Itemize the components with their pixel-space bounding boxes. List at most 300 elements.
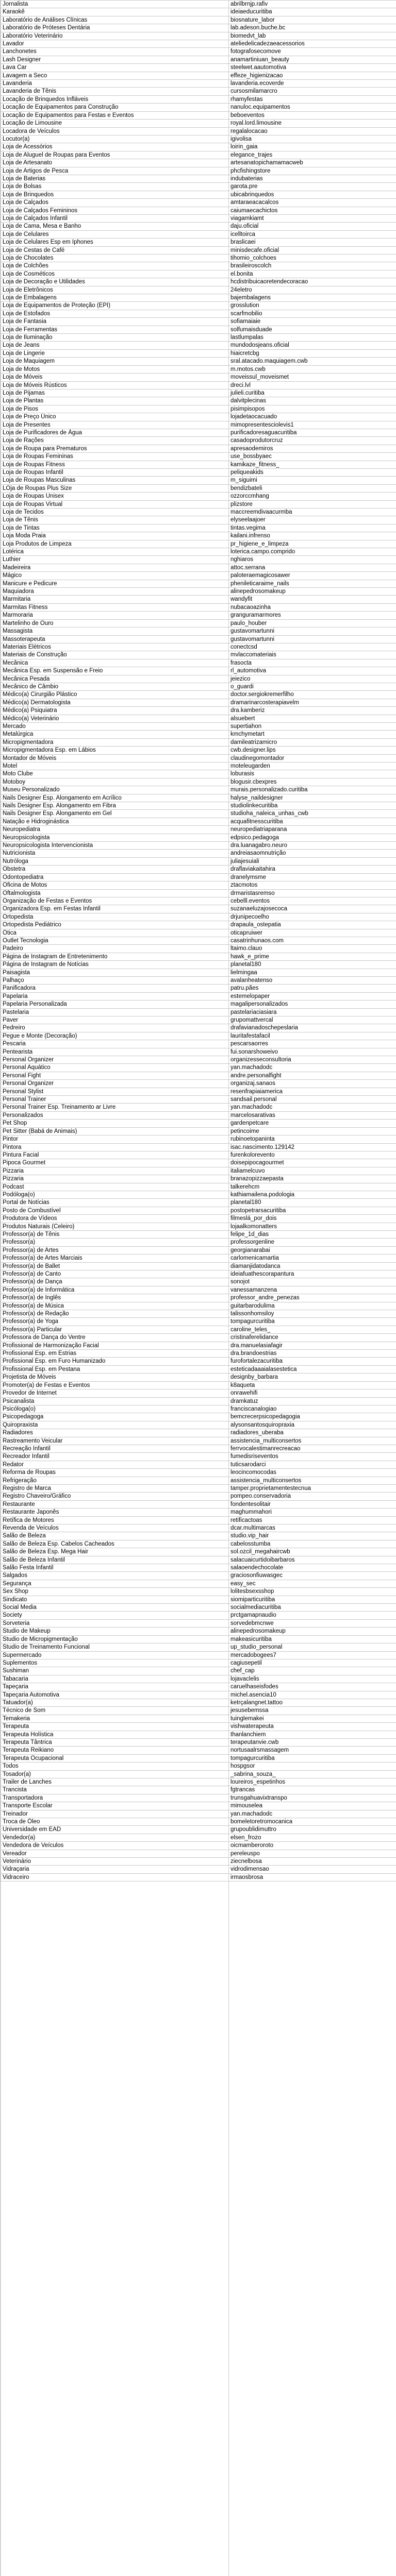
category-cell[interactable]: Locação de Equipamentos para Construção xyxy=(1,104,229,111)
category-cell[interactable]: Locação de Brinquedos Infláveis xyxy=(1,95,229,103)
category-cell[interactable]: Loja de Roupa para Prematuros xyxy=(1,445,229,452)
handle-cell[interactable]: artesanatopichamamacweb xyxy=(229,159,396,167)
handle-cell[interactable]: dra.brandoestrias xyxy=(229,1350,396,1358)
category-cell[interactable]: Motoboy xyxy=(1,778,229,786)
category-cell[interactable]: Paisagista xyxy=(1,969,229,976)
handle-cell[interactable]: tuinglemakei xyxy=(229,1715,396,1722)
handle-cell[interactable]: easy_sec xyxy=(229,1580,396,1587)
handle-cell[interactable]: rl_automotiva xyxy=(229,667,396,675)
category-cell[interactable]: Loja de Cestas de Café xyxy=(1,246,229,254)
handle-cell[interactable]: thanlanchiem xyxy=(229,1731,396,1738)
handle-cell[interactable]: drapaula_ostepatia xyxy=(229,921,396,929)
category-cell[interactable]: Organizadora Esp. em Festas Infantil xyxy=(1,905,229,913)
handle-cell[interactable]: ztacmotos xyxy=(229,882,396,889)
handle-cell[interactable]: steelwet.aautomotiva xyxy=(229,64,396,72)
handle-cell[interactable]: loureiros_espetinhos xyxy=(229,1778,396,1786)
handle-cell[interactable]: pisimpisopos xyxy=(229,405,396,413)
handle-cell[interactable]: patru.pães xyxy=(229,985,396,992)
handle-cell[interactable]: lielmingaa xyxy=(229,969,396,976)
handle-cell[interactable]: avalanheatenso xyxy=(229,976,396,984)
category-cell[interactable]: Sex Shop xyxy=(1,1588,229,1596)
handle-cell[interactable]: el.bonita xyxy=(229,270,396,278)
handle-cell[interactable]: sorvedebmcnwe xyxy=(229,1619,396,1627)
category-cell[interactable]: Professor(a) xyxy=(1,1239,229,1246)
handle-cell[interactable]: filmeslá_por_dois xyxy=(229,1215,396,1223)
category-cell[interactable]: Loja de Calçados xyxy=(1,199,229,207)
category-cell[interactable]: Supermercado xyxy=(1,1651,229,1659)
category-cell[interactable]: Posto de Combustível xyxy=(1,1207,229,1214)
handle-cell[interactable]: bendizbateli xyxy=(229,484,396,492)
handle-cell[interactable]: mundodosjeans.oficial xyxy=(229,342,396,349)
handle-cell[interactable]: frasocta xyxy=(229,659,396,667)
handle-cell[interactable]: dreci.lvl xyxy=(229,381,396,389)
category-cell[interactable]: Profissional Esp. em Pestana xyxy=(1,1365,229,1373)
category-cell[interactable]: Portal de Notícias xyxy=(1,1199,229,1207)
category-cell[interactable]: Loja de Celulares xyxy=(1,230,229,238)
category-cell[interactable]: Loja de Iluminação xyxy=(1,334,229,342)
category-cell[interactable]: Maquiadora xyxy=(1,588,229,596)
handle-cell[interactable]: nghiaros xyxy=(229,556,396,564)
category-cell[interactable]: Professora de Dança do Ventre xyxy=(1,1334,229,1342)
category-cell[interactable]: Lavanderia de Tênis xyxy=(1,88,229,95)
handle-cell[interactable]: grupomattvercal xyxy=(229,1016,396,1024)
category-cell[interactable]: Karaokê xyxy=(1,8,229,16)
category-cell[interactable]: Loja de Artigos de Pesca xyxy=(1,167,229,175)
category-cell[interactable]: Profissional Esp. em Estrias xyxy=(1,1350,229,1358)
handle-cell[interactable]: casadoprodutorcruz xyxy=(229,437,396,445)
category-cell[interactable]: Massoterapeuta xyxy=(1,635,229,643)
category-cell[interactable]: Social Media xyxy=(1,1604,229,1612)
category-cell[interactable]: Técnico de Som xyxy=(1,1707,229,1715)
handle-cell[interactable]: claudinegomontador xyxy=(229,754,396,762)
handle-cell[interactable]: damileatrizamicro xyxy=(229,738,396,746)
category-cell[interactable]: LOja de Roupas Plus Size xyxy=(1,484,229,492)
category-cell[interactable]: Professor(a) de Canto xyxy=(1,1270,229,1278)
handle-cell[interactable]: juliajesuiali xyxy=(229,857,396,865)
category-cell[interactable]: Pescaria xyxy=(1,1040,229,1048)
category-cell[interactable]: Loja de Ferramentas xyxy=(1,326,229,333)
category-cell[interactable]: Sorveteria xyxy=(1,1619,229,1627)
handle-cell[interactable]: acquafitnesscuritiba xyxy=(229,818,396,825)
category-cell[interactable]: Psicopedagoga xyxy=(1,1413,229,1421)
handle-cell[interactable]: lauritafestafacil xyxy=(229,1032,396,1040)
handle-cell[interactable]: irmaosbrosa xyxy=(229,1873,396,1881)
handle-cell[interactable]: magalipersonalizados xyxy=(229,1001,396,1008)
handle-cell[interactable]: granguramarmores xyxy=(229,612,396,619)
handle-cell[interactable]: lojavaclelis xyxy=(229,1675,396,1683)
category-cell[interactable]: Loja de Roupas Virtual xyxy=(1,500,229,508)
category-cell[interactable]: Professor(a) de Ballet xyxy=(1,1262,229,1270)
category-cell[interactable]: Studio de Makeup xyxy=(1,1628,229,1635)
category-cell[interactable]: Massagista xyxy=(1,628,229,635)
handle-cell[interactable]: ozzorccmhang xyxy=(229,493,396,500)
category-cell[interactable]: Pintor xyxy=(1,1136,229,1143)
category-cell[interactable]: Lash Designer xyxy=(1,56,229,63)
category-cell[interactable]: Retífica de Motores xyxy=(1,1516,229,1524)
category-cell[interactable]: Motel xyxy=(1,762,229,770)
category-cell[interactable]: Loja de Colchões xyxy=(1,262,229,270)
category-cell[interactable]: Vendedor(a) xyxy=(1,1834,229,1841)
handle-cell[interactable]: maccreemdivaacurmba xyxy=(229,509,396,516)
handle-cell[interactable]: hiaicretcbg xyxy=(229,349,396,357)
category-cell[interactable]: Loja de Móveis xyxy=(1,374,229,381)
handle-cell[interactable]: julieli.curitiba xyxy=(229,389,396,397)
handle-cell[interactable]: regalalocacao xyxy=(229,127,396,135)
handle-cell[interactable]: daju.oficial xyxy=(229,223,396,230)
handle-cell[interactable]: yan.machadodc xyxy=(229,1810,396,1818)
handle-cell[interactable]: michel.asencia10 xyxy=(229,1691,396,1699)
handle-cell[interactable]: pereleuspo xyxy=(229,1850,396,1857)
category-cell[interactable]: Loja de Embalagens xyxy=(1,294,229,302)
category-cell[interactable]: Mecânica Pesada xyxy=(1,675,229,683)
handle-cell[interactable]: vanessamanzena xyxy=(229,1286,396,1294)
handle-cell[interactable]: postopetrarsacuritiba xyxy=(229,1207,396,1214)
category-cell[interactable]: Loja de Cosméticos xyxy=(1,270,229,278)
handle-cell[interactable]: dramarinarcosterapiavelm xyxy=(229,699,396,706)
handle-cell[interactable]: professorgenline xyxy=(229,1239,396,1246)
category-cell[interactable]: Página de Instagram de Notícias xyxy=(1,961,229,969)
handle-cell[interactable]: dranelymsme xyxy=(229,873,396,881)
handle-cell[interactable]: minisdecafe.oficial xyxy=(229,246,396,254)
handle-cell[interactable]: braslicaei xyxy=(229,239,396,246)
handle-cell[interactable]: chef_cap xyxy=(229,1667,396,1675)
category-cell[interactable]: Terapeuta Holística xyxy=(1,1731,229,1738)
handle-cell[interactable]: halyse_naildesigner xyxy=(229,794,396,802)
category-cell[interactable]: Nutricionista xyxy=(1,850,229,857)
handle-cell[interactable]: cristinaferelidance xyxy=(229,1334,396,1342)
category-cell[interactable]: Produtos Naturais (Celeiro) xyxy=(1,1223,229,1230)
category-cell[interactable]: Pet Sitter (Babá de Animais) xyxy=(1,1127,229,1135)
handle-cell[interactable]: rubinoetopaninta xyxy=(229,1136,396,1143)
category-cell[interactable]: Tabacaria xyxy=(1,1675,229,1683)
handle-cell[interactable]: solfumaisduade xyxy=(229,326,396,333)
category-cell[interactable]: Médico(a) Psiquiatra xyxy=(1,707,229,715)
handle-cell[interactable]: gustavomartunni xyxy=(229,635,396,643)
handle-cell[interactable]: drafavianadoschepeslaria xyxy=(229,1024,396,1032)
category-cell[interactable]: Radiadores xyxy=(1,1429,229,1437)
handle-cell[interactable]: assistencia_multiconsertos xyxy=(229,1437,396,1445)
category-cell[interactable]: Pintora xyxy=(1,1143,229,1151)
category-cell[interactable]: Personal Aquático xyxy=(1,1064,229,1072)
category-cell[interactable]: Restaurante xyxy=(1,1500,229,1508)
handle-cell[interactable]: dalvitplecinas xyxy=(229,397,396,405)
category-cell[interactable]: Pet Shop xyxy=(1,1120,229,1127)
handle-cell[interactable]: pompeo.conservadoria xyxy=(229,1493,396,1500)
category-cell[interactable]: Loja de Eletrônicos xyxy=(1,286,229,294)
category-cell[interactable]: Trailer de Lanches xyxy=(1,1778,229,1786)
handle-cell[interactable]: phcfishingstore xyxy=(229,167,396,175)
handle-cell[interactable]: caroline_teles_ xyxy=(229,1326,396,1333)
handle-cell[interactable]: felipe_1d_dias xyxy=(229,1230,396,1238)
handle-cell[interactable]: tuticsarodarci xyxy=(229,1461,396,1468)
handle-cell[interactable]: peliqueakids xyxy=(229,468,396,476)
handle-cell[interactable]: indubaterias xyxy=(229,175,396,182)
handle-cell[interactable]: retificactoas xyxy=(229,1516,396,1524)
handle-cell[interactable]: graciosonfiuwasgec xyxy=(229,1572,396,1580)
category-cell[interactable]: Loja Produtos de Limpeza xyxy=(1,540,229,548)
category-cell[interactable]: Micropigmentadora Esp. em Lábios xyxy=(1,747,229,754)
category-cell[interactable]: Pipoca Gourmet xyxy=(1,1159,229,1167)
category-cell[interactable]: Loja de Lingerie xyxy=(1,349,229,357)
handle-cell[interactable]: beboeventos xyxy=(229,111,396,119)
handle-cell[interactable]: drmaristasremso xyxy=(229,889,396,897)
handle-cell[interactable]: studiolinkecuritiba xyxy=(229,802,396,810)
category-cell[interactable]: Mágico xyxy=(1,572,229,580)
handle-cell[interactable]: murais.personalizado.curitiba xyxy=(229,786,396,794)
handle-cell[interactable]: cebelll.eventos xyxy=(229,897,396,905)
category-cell[interactable]: Professor(a) de Informática xyxy=(1,1286,229,1294)
handle-cell[interactable]: kamikaze_fitness_ xyxy=(229,461,396,468)
category-cell[interactable]: Martelinho de Ouro xyxy=(1,619,229,627)
handle-cell[interactable]: alinepedrosomakeup xyxy=(229,1628,396,1635)
category-cell[interactable]: Personalizados xyxy=(1,1111,229,1119)
category-cell[interactable]: Terapeuta Tântrica xyxy=(1,1738,229,1746)
category-cell[interactable]: Loja de Rações xyxy=(1,437,229,445)
category-cell[interactable]: Ortopedista xyxy=(1,913,229,921)
category-cell[interactable]: Recreação Infantil xyxy=(1,1445,229,1452)
handle-cell[interactable]: professor_andre_penezas xyxy=(229,1294,396,1302)
category-cell[interactable]: Veterinário xyxy=(1,1858,229,1866)
category-cell[interactable]: Luthier xyxy=(1,556,229,564)
handle-cell[interactable]: lojaalkomonatters xyxy=(229,1223,396,1230)
category-cell[interactable]: Marmoraria xyxy=(1,612,229,619)
handle-cell[interactable]: talkerehcm xyxy=(229,1183,396,1191)
handle-cell[interactable]: talissonhomsiloy xyxy=(229,1310,396,1318)
handle-cell[interactable]: trunsgahuavixtranspo xyxy=(229,1794,396,1802)
handle-cell[interactable]: cursosmilamarcro xyxy=(229,88,396,95)
category-cell[interactable]: Tosador(a) xyxy=(1,1770,229,1778)
handle-cell[interactable]: cwb.designer.lips xyxy=(229,747,396,754)
handle-cell[interactable]: viagamkiamt xyxy=(229,214,396,222)
category-cell[interactable]: Restaurante Japonês xyxy=(1,1509,229,1516)
handle-cell[interactable]: lastlumpalas xyxy=(229,334,396,342)
category-cell[interactable]: Psicóloga(o) xyxy=(1,1405,229,1413)
handle-cell[interactable]: caruelhaseisfodes xyxy=(229,1683,396,1691)
category-cell[interactable]: Reforma de Roupas xyxy=(1,1469,229,1477)
category-cell[interactable]: Revenda de Veículos xyxy=(1,1524,229,1532)
handle-cell[interactable]: vishwaterapeuta xyxy=(229,1723,396,1731)
category-cell[interactable]: Profissional Esp. em Furo Humanizado xyxy=(1,1358,229,1365)
handle-cell[interactable]: tompagurcuritiba xyxy=(229,1318,396,1326)
category-cell[interactable]: Professor(a) de Dança xyxy=(1,1278,229,1286)
category-cell[interactable]: Loja de Tintas xyxy=(1,524,229,532)
category-cell[interactable]: Segurança xyxy=(1,1580,229,1587)
category-cell[interactable]: Pentearista xyxy=(1,1048,229,1056)
handle-cell[interactable]: ideiafuathescorapantura xyxy=(229,1270,396,1278)
category-cell[interactable]: Médico(a) Dermatologista xyxy=(1,699,229,706)
category-cell[interactable]: Loja de Jeans xyxy=(1,342,229,349)
category-cell[interactable]: Oftalmologista xyxy=(1,889,229,897)
handle-cell[interactable]: wandyfit xyxy=(229,596,396,603)
handle-cell[interactable]: alinepedrosomakeup xyxy=(229,588,396,596)
handle-cell[interactable]: dra.kamberiz xyxy=(229,707,396,715)
handle-cell[interactable]: sandsail.personal xyxy=(229,1096,396,1104)
handle-cell[interactable]: marcelosarativas xyxy=(229,1111,396,1119)
category-cell[interactable]: Recreador Infantil xyxy=(1,1453,229,1461)
category-cell[interactable]: Mercado xyxy=(1,722,229,730)
handle-cell[interactable]: supertiahon xyxy=(229,722,396,730)
handle-cell[interactable]: tompagurcuritiba xyxy=(229,1754,396,1762)
category-cell[interactable]: Vidraçaria xyxy=(1,1866,229,1873)
handle-cell[interactable]: petincoime xyxy=(229,1127,396,1135)
category-cell[interactable]: Provedor de Internet xyxy=(1,1389,229,1397)
handle-cell[interactable]: lab.adeson.buche.bc xyxy=(229,24,396,32)
category-cell[interactable]: Lavador xyxy=(1,40,229,48)
category-cell[interactable]: Loja de Artesanato xyxy=(1,159,229,167)
handle-cell[interactable]: carlomenicamartia xyxy=(229,1255,396,1262)
category-cell[interactable]: Professor(a) Particular xyxy=(1,1326,229,1333)
category-cell[interactable]: Suplementos xyxy=(1,1659,229,1667)
category-cell[interactable]: Obstetra xyxy=(1,866,229,873)
category-cell[interactable]: Loja de Móveis Rústicos xyxy=(1,381,229,389)
handle-cell[interactable]: anamartiniuan_beauty xyxy=(229,56,396,63)
category-cell[interactable]: Loja de Decoração e Utilidades xyxy=(1,278,229,286)
handle-cell[interactable]: m.motos.cwb xyxy=(229,365,396,373)
handle-cell[interactable]: dcar.multimarcas xyxy=(229,1524,396,1532)
handle-cell[interactable]: moteleugarden xyxy=(229,762,396,770)
category-cell[interactable]: Transportadora xyxy=(1,1794,229,1802)
category-cell[interactable]: Padeiro xyxy=(1,945,229,953)
handle-cell[interactable]: estemelopaper xyxy=(229,992,396,1000)
category-cell[interactable]: Jornalista xyxy=(1,1,229,8)
category-cell[interactable]: Psicanalista xyxy=(1,1397,229,1405)
category-cell[interactable]: Lotérica xyxy=(1,548,229,556)
category-cell[interactable]: Loja de Tecidos xyxy=(1,509,229,516)
handle-cell[interactable]: fui.sonarshoweivo xyxy=(229,1048,396,1056)
handle-cell[interactable]: sonojot xyxy=(229,1278,396,1286)
handle-cell[interactable]: elyseelaajoer xyxy=(229,516,396,524)
handle-cell[interactable]: casatrinhunaos.com xyxy=(229,937,396,944)
handle-cell[interactable]: diamanjidatodanca xyxy=(229,1262,396,1270)
handle-cell[interactable]: alysonsantosquiropraxia xyxy=(229,1421,396,1429)
category-cell[interactable]: Treinador xyxy=(1,1810,229,1818)
category-cell[interactable]: Marmitas Fitness xyxy=(1,603,229,611)
handle-cell[interactable]: hawk_e_prime xyxy=(229,953,396,960)
handle-cell[interactable]: doisepipocagourmet xyxy=(229,1159,396,1167)
handle-cell[interactable]: ideiaeducuritiba xyxy=(229,8,396,16)
handle-cell[interactable]: studio.vip_hair xyxy=(229,1532,396,1540)
category-cell[interactable]: Sindicato xyxy=(1,1596,229,1603)
handle-cell[interactable]: bomeletoretromocanica xyxy=(229,1818,396,1826)
handle-cell[interactable]: drjunipecoelho xyxy=(229,913,396,921)
category-cell[interactable]: Loja de Celulares Esp em Iphones xyxy=(1,239,229,246)
handle-cell[interactable]: tamper.proprietamentestecnua xyxy=(229,1484,396,1492)
category-cell[interactable]: Pintura Facial xyxy=(1,1151,229,1159)
category-cell[interactable]: Neuropsicologista Intervencionista xyxy=(1,842,229,850)
category-cell[interactable]: Podóloga(o) xyxy=(1,1191,229,1198)
handle-cell[interactable]: amtaraeacacalcos xyxy=(229,199,396,207)
category-cell[interactable]: Loja de Roupas Unisex xyxy=(1,493,229,500)
handle-cell[interactable]: moveissul_moveismet xyxy=(229,374,396,381)
handle-cell[interactable]: ferrvocalestimanrecreacao xyxy=(229,1445,396,1452)
category-cell[interactable]: Personal Trainer Esp. Treinamento ar Livre xyxy=(1,1104,229,1111)
handle-cell[interactable]: o_guardi xyxy=(229,683,396,690)
category-cell[interactable]: Loja de Fantasia xyxy=(1,318,229,326)
category-cell[interactable]: Professor(a) de Redação xyxy=(1,1310,229,1318)
handle-cell[interactable]: phenileticaraime_nails xyxy=(229,580,396,587)
handle-cell[interactable]: m_siguimi xyxy=(229,477,396,484)
category-cell[interactable]: Laboratório de Próteses Dentária xyxy=(1,24,229,32)
handle-cell[interactable]: tintas.vegima xyxy=(229,524,396,532)
category-cell[interactable]: Professor(a) de Tênis xyxy=(1,1230,229,1238)
category-cell[interactable]: Loja de Pijamas xyxy=(1,389,229,397)
category-cell[interactable]: Montador de Móveis xyxy=(1,754,229,762)
handle-cell[interactable]: yan.machadodc xyxy=(229,1064,396,1072)
category-cell[interactable]: Produtora de Vídeos xyxy=(1,1215,229,1223)
handle-cell[interactable]: grosslution xyxy=(229,302,396,310)
category-cell[interactable]: Mecânico de Câmbio xyxy=(1,683,229,690)
handle-cell[interactable]: onrawehifi xyxy=(229,1389,396,1397)
category-cell[interactable]: Loja de Maquiagem xyxy=(1,358,229,365)
handle-cell[interactable]: ziecnelbosa xyxy=(229,1858,396,1866)
category-cell[interactable]: Promoter(a) de Festas e Eventos xyxy=(1,1381,229,1389)
handle-cell[interactable]: lolitesbsexsshop xyxy=(229,1588,396,1596)
handle-cell[interactable]: elsen_frozo xyxy=(229,1834,396,1841)
category-cell[interactable]: Professor(a) de Artes xyxy=(1,1246,229,1254)
handle-cell[interactable]: andreiasaomnutrição xyxy=(229,850,396,857)
handle-cell[interactable]: draflaviakaitahira xyxy=(229,866,396,873)
category-cell[interactable]: Temakeria xyxy=(1,1715,229,1722)
category-cell[interactable]: Loja de Bolsas xyxy=(1,183,229,191)
category-cell[interactable]: Página de Instagram de Entretenimento xyxy=(1,953,229,960)
handle-cell[interactable]: igivolisa xyxy=(229,135,396,143)
category-cell[interactable]: Palhaço xyxy=(1,976,229,984)
handle-cell[interactable]: vidrodimensao xyxy=(229,1866,396,1873)
handle-cell[interactable]: gardenpetcare xyxy=(229,1120,396,1127)
handle-cell[interactable]: mimopresentesciolevis1 xyxy=(229,421,396,429)
category-cell[interactable]: Rastreamento Veicular xyxy=(1,1437,229,1445)
category-cell[interactable]: Organização de Festas e Eventos xyxy=(1,897,229,905)
handle-cell[interactable]: elegance_trajes xyxy=(229,151,396,159)
category-cell[interactable]: Tapeçaria Automotiva xyxy=(1,1691,229,1699)
handle-cell[interactable]: assistencia_multiconsertos xyxy=(229,1477,396,1484)
handle-cell[interactable]: oicmamberoroto xyxy=(229,1842,396,1850)
category-cell[interactable]: Paver xyxy=(1,1016,229,1024)
handle-cell[interactable]: blogusir.cbexpres xyxy=(229,778,396,786)
category-cell[interactable]: Lanchonetes xyxy=(1,48,229,56)
category-cell[interactable]: Refrigeração xyxy=(1,1477,229,1484)
category-cell[interactable]: Neuropediatra xyxy=(1,826,229,834)
handle-cell[interactable]: studioha_naleica_unhas_cwb xyxy=(229,810,396,818)
handle-cell[interactable]: organizesseconsultoria xyxy=(229,1056,396,1064)
category-cell[interactable]: Profissional de Harmonização Facial xyxy=(1,1342,229,1349)
category-cell[interactable]: Odontopediatra xyxy=(1,873,229,881)
category-cell[interactable]: Metalúrgica xyxy=(1,731,229,738)
category-cell[interactable]: Natação e Hidroginástica xyxy=(1,818,229,825)
handle-cell[interactable]: caiumaecachictos xyxy=(229,207,396,214)
handle-cell[interactable]: use_bossbyaec xyxy=(229,453,396,461)
category-cell[interactable]: Lavagem a Seco xyxy=(1,72,229,79)
category-cell[interactable]: Museu Personalizado xyxy=(1,786,229,794)
category-cell[interactable]: Tatuador(a) xyxy=(1,1699,229,1706)
handle-cell[interactable]: leocincomocodas xyxy=(229,1469,396,1477)
handle-cell[interactable]: salaoendechocolate xyxy=(229,1564,396,1572)
handle-cell[interactable]: kathiamailena.podologia xyxy=(229,1191,396,1198)
category-cell[interactable]: Salão de Beleza Esp. Mega Hair xyxy=(1,1548,229,1556)
handle-cell[interactable]: oticapruiwer xyxy=(229,929,396,937)
category-cell[interactable]: Madeireira xyxy=(1,564,229,571)
category-cell[interactable]: Salão de Beleza Esp. Cabelos Cacheados xyxy=(1,1540,229,1548)
category-cell[interactable]: Personal Trainer xyxy=(1,1096,229,1104)
category-cell[interactable]: Loja de Calçados Infantil xyxy=(1,214,229,222)
handle-cell[interactable]: prctgamapnaudio xyxy=(229,1612,396,1619)
category-cell[interactable]: Materiais Elétricos xyxy=(1,643,229,651)
handle-cell[interactable]: nortusaalrsmassagem xyxy=(229,1747,396,1754)
category-cell[interactable]: Registro de Marca xyxy=(1,1484,229,1492)
handle-cell[interactable]: icelltoirca xyxy=(229,230,396,238)
category-cell[interactable]: Professor(a) de Música xyxy=(1,1302,229,1310)
category-cell[interactable]: Mecânica Esp. em Suspensão e Freio xyxy=(1,667,229,675)
